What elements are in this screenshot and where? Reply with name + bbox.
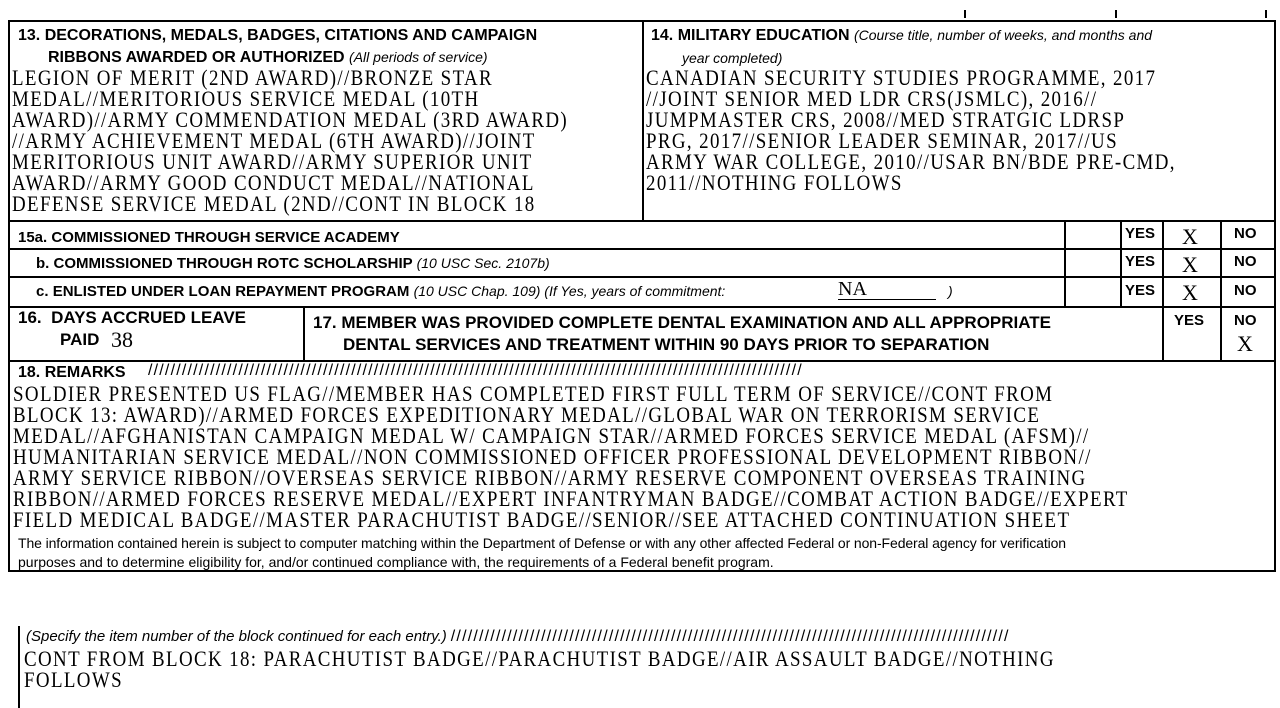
block-15c-no: NO — [1234, 282, 1257, 299]
continuation-left-border — [18, 626, 20, 708]
column-divider — [1162, 220, 1164, 308]
block-15c-note: (10 USC Chap. 109) (If Yes, years of commitment: — [413, 283, 726, 299]
column-divider — [1064, 220, 1066, 308]
block-13-line: LEGION OF MERIT (2ND AWARD)//BRONZE STAR — [12, 65, 494, 90]
block-18-line: MEDAL//AFGHANISTAN CAMPAIGN MEDAL W/ CAMPAIGN STAR//ARMED FORCES SERVICE MEDAL (AFSM)// — [13, 423, 1090, 448]
block-14-note-line2: year completed) — [682, 50, 783, 66]
block-14-header: 14. MILITARY EDUCATION (Course title, number of weeks, and months and — [651, 27, 1153, 44]
block-13-header: 13. DECORATIONS, MEDALS, BADGES, CITATIONS AND CAMPAIGN — [18, 27, 538, 44]
block-14-line: ARMY WAR COLLEGE, 2010//USAR BN/BDE PRE-CMD, — [646, 149, 1176, 174]
continuation-header — [26, 628, 1266, 646]
column-divider — [1162, 306, 1164, 362]
block-14-line: JUMPMASTER CRS, 2008//MED STRATGIC LDRSP — [646, 107, 1126, 132]
block-16-header-line2: PAID — [60, 330, 100, 349]
block-15a-yes: YES — [1125, 225, 1156, 242]
column-divider — [1120, 220, 1122, 308]
block-18-line: SOLDIER PRESENTED US FLAG//MEMBER HAS COMPLETED FIRST FULL TERM OF SERVICE//CONT FROM — [13, 381, 1054, 406]
block-17-header: 17. MEMBER WAS PROVIDED COMPLETE DENTAL EXAMINATION AND ALL APPROPRIATE — [313, 313, 1051, 332]
block-13-line: AWARD//ARMY GOOD CONDUCT MEDAL//NATIONAL — [12, 170, 535, 195]
block-14-text — [646, 67, 1262, 193]
block-16-header: 16. DAYS ACCRUED LEAVE — [18, 308, 246, 327]
block-17-header-line2: DENTAL SERVICES AND TREATMENT WITHIN 90 DAYS PRIOR TO SEPARATION — [343, 335, 990, 354]
top-clipped-border — [960, 10, 1270, 18]
block-18-line: FIELD MEDICAL BADGE//MASTER PARACHUTIST BADGE//SENIOR//SEE ATTACHED CONTINUATION SHEET — [13, 507, 1071, 532]
block-18-notice-line1: The information contained herein is subject to computer matching within the Department of Defense or with any other affected Federal or non-Federal agency for verification — [18, 535, 1066, 551]
block-15c-yes: YES — [1125, 282, 1156, 299]
continuation-note: (Specify the item number of the block continued for each entry.) — [26, 628, 447, 645]
block-13-line: MERITORIOUS UNIT AWARD//ARMY SUPERIOR UNIT — [12, 149, 533, 174]
row-divider — [8, 248, 1276, 250]
block-13-note: (All periods of service) — [349, 49, 488, 65]
block-14-line: CANADIAN SECURITY STUDIES PROGRAMME, 2017 — [646, 65, 1157, 90]
block-13-line: DEFENSE SERVICE MEDAL (2ND//CONT IN BLOCK 18 — [12, 191, 536, 216]
block-17-yes: YES — [1174, 312, 1205, 329]
block-17-mark: X — [1237, 331, 1253, 356]
block-15b-yes: YES — [1125, 253, 1156, 270]
block-15c-close: ) — [948, 283, 953, 299]
continuation-line: FOLLOWS — [24, 667, 123, 692]
row-divider — [8, 276, 1276, 278]
block-15a-no: NO — [1234, 225, 1257, 242]
block-15b-no: NO — [1234, 253, 1257, 270]
block-13-line: //ARMY ACHIEVEMENT MEDAL (6TH AWARD)//JOINT — [12, 128, 536, 153]
block-15a-mark: X — [1182, 224, 1198, 249]
block-15b-note: (10 USC Sec. 2107b) — [416, 255, 550, 271]
block-18-notice-line2: purposes and to determine eligibility for, and/or continued compliance with, the requirements of a Federal benefit program. — [18, 554, 774, 570]
continuation-text — [24, 648, 1223, 690]
block-13-line: AWARD)//ARMY COMMENDATION MEDAL (3RD AWARD) — [12, 107, 569, 132]
block-16-value: 38 — [111, 327, 133, 352]
block-15c-mark: X — [1182, 280, 1198, 305]
block-17-no: NO — [1234, 312, 1257, 329]
continuation-line: CONT FROM BLOCK 18: PARACHUTIST BADGE//PARACHUTIST BADGE//AIR ASSAULT BADGE//NOTHING — [24, 646, 1055, 671]
block-14-note: (Course title, number of weeks, and months and — [854, 27, 1153, 43]
block-18-line: ARMY SERVICE RIBBON//OVERSEAS SERVICE RIBBON//ARMY RESERVE COMPONENT OVERSEAS TRAINING — [13, 465, 1087, 490]
block-15c-label: c. ENLISTED UNDER LOAN REPAYMENT PROGRAM (10 USC Chap. 109) (If Yes, years of commitment: — [36, 283, 726, 300]
block-14-line: 2011//NOTHING FOLLOWS — [646, 170, 903, 195]
block-14-line: //JOINT SENIOR MED LDR CRS(JSMLC), 2016// — [646, 86, 1098, 111]
block-15c-value: NA — [838, 279, 936, 300]
block-15a-label: 15a. COMMISSIONED THROUGH SERVICE ACADEMY — [18, 229, 400, 246]
block-18-line: RIBBON//ARMED FORCES RESERVE MEDAL//EXPERT INFANTRYMAN BADGE//COMBAT ACTION BADGE//EXPERT — [13, 486, 1129, 511]
block-13-header-line2: RIBBONS AWARDED OR AUTHORIZED (All periods of service) — [48, 49, 488, 66]
block-13-line: MEDAL//MERITORIOUS SERVICE MEDAL (10TH — [12, 86, 480, 111]
block-14-line: PRG, 2017//SENIOR LEADER SEMINAR, 2017//US — [646, 128, 1118, 153]
block-15b-mark: X — [1182, 252, 1198, 277]
block-18-header: 18. REMARKS — [18, 364, 126, 381]
column-divider — [1220, 220, 1222, 308]
block-15b-label: b. COMMISSIONED THROUGH ROTC SCHOLARSHIP (10 USC Sec. 2107b) — [36, 255, 550, 272]
block-18-line: BLOCK 13: AWARD)//ARMED FORCES EXPEDITIONARY MEDAL//GLOBAL WAR ON TERRORISM SERVICE — [13, 402, 1041, 427]
block-13-text — [12, 67, 659, 214]
continuation-slashes: /////////////////////////////////////////////////////////////////////////////////////////////////// — [450, 628, 1010, 645]
block-18-line: HUMANITARIAN SERVICE MEDAL//NON COMMISSIONED OFFICER PROFESSIONAL DEVELOPMENT RIBBON// — [13, 444, 1092, 469]
block-18-slashes: //////////////////////////////////////////////////////////////////////////////////////////////////////////////////// — [148, 362, 803, 379]
column-divider — [303, 306, 305, 362]
column-divider — [1220, 306, 1222, 362]
block-18-text — [13, 383, 1280, 530]
